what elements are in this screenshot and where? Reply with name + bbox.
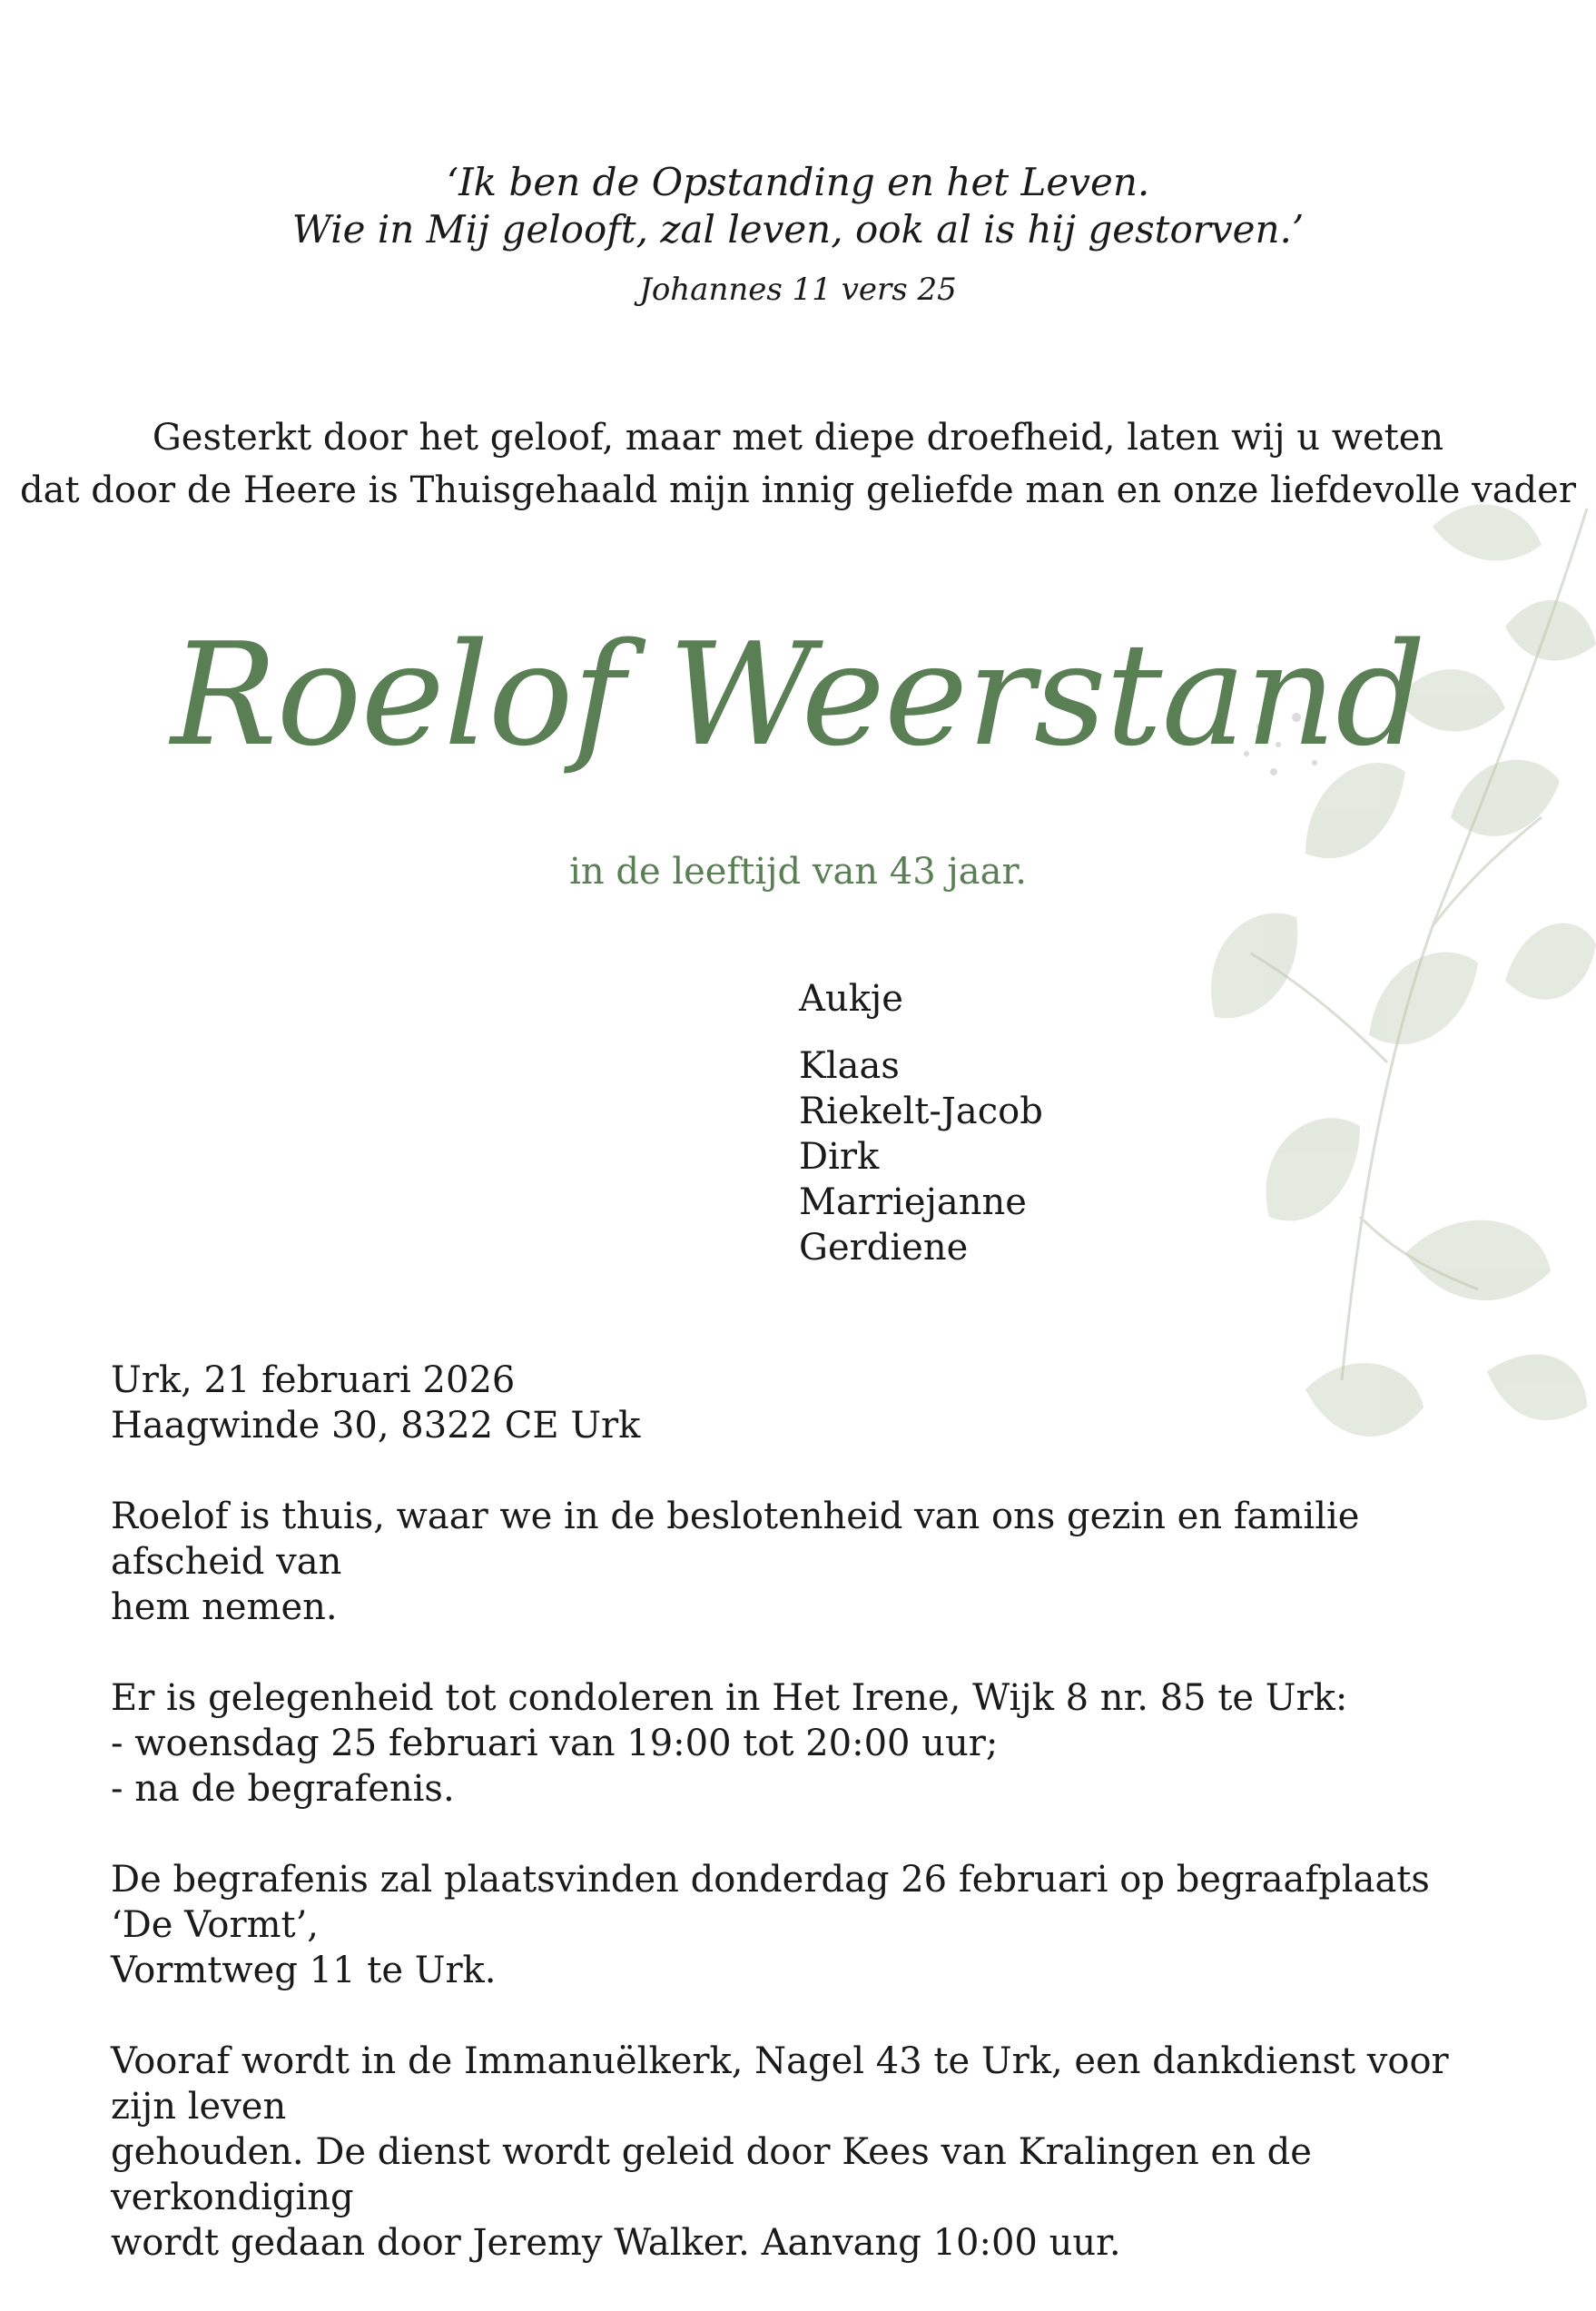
quote-line-2: Wie in Mij gelooft, zal leven, ook al is hij gestorven.’ [291,207,1305,252]
child-name: Dirk [799,1136,880,1178]
condolence-line-2: - woensdag 25 februari van 19:00 tot 20:00 uur; [111,1723,999,1764]
intro-text [0,411,1596,517]
service-line-2: gehouden. De dienst wordt geleid door Kees van Kralingen en de verkondiging [111,2131,1312,2218]
condolence-line-1: Er is gelegenheid tot condoleren in Het Irene, Wijk 8 nr. 85 te Urk: [111,1677,1348,1719]
condolence-paragraph [111,1675,1491,1812]
intro-line-2: dat door de Heere is Thuisgehaald mijn innig geliefde man en onze liefdevolle vader [20,469,1576,511]
home-paragraph [111,1494,1491,1630]
family-list [799,976,1043,1270]
service-line-3: wordt gedaan door Jeremy Walker. Aanvang 10:00 uur. [111,2222,1121,2264]
service-paragraph [111,2039,1491,2266]
home-line-1: Roelof is thuis, waar we in de beslotenheid van ons gezin en familie afscheid van [111,1496,1360,1583]
quote-line-1: ‘Ik ben de Opstanding en het Leven. [446,160,1150,204]
child-name: Marriejanne [799,1181,1027,1223]
service-line-1: Vooraf wordt in de Immanuëlkerk, Nagel 43 te Urk, een dankdienst voor zijn leven [111,2040,1449,2128]
condolence-line-3: - na de begrafenis. [111,1768,455,1810]
home-line-2: hem nemen. [111,1586,338,1628]
deceased-name: Roelof Weerstand [171,612,1425,777]
funeral-line-2: Vormtweg 11 te Urk. [111,1950,497,1991]
address-block [111,1358,1491,1448]
bible-quote [0,159,1596,310]
funeral-line-1: De begrafenis zal plaatsvinden donderdag 26 februari op begraafplaats ‘De Vormt’, [111,1859,1430,1946]
intro-line-1: Gesterkt door het geloof, maar met diepe droefheid, laten wij u weten [152,417,1444,459]
child-name: Riekelt-Jacob [799,1091,1043,1132]
quote-reference: Johannes 11 vers 25 [639,272,957,308]
place-date: Urk, 21 februari 2026 [111,1359,516,1401]
child-name: Klaas [799,1045,900,1087]
spouse-name: Aukje [799,978,903,1020]
deceased-age: in de leeftijd van 43 jaar. [569,851,1027,893]
funeral-paragraph [111,1857,1491,1993]
notice-body [111,1358,1491,2311]
child-name: Gerdiene [799,1227,969,1269]
home-address: Haagwinde 30, 8322 CE Urk [111,1405,641,1447]
